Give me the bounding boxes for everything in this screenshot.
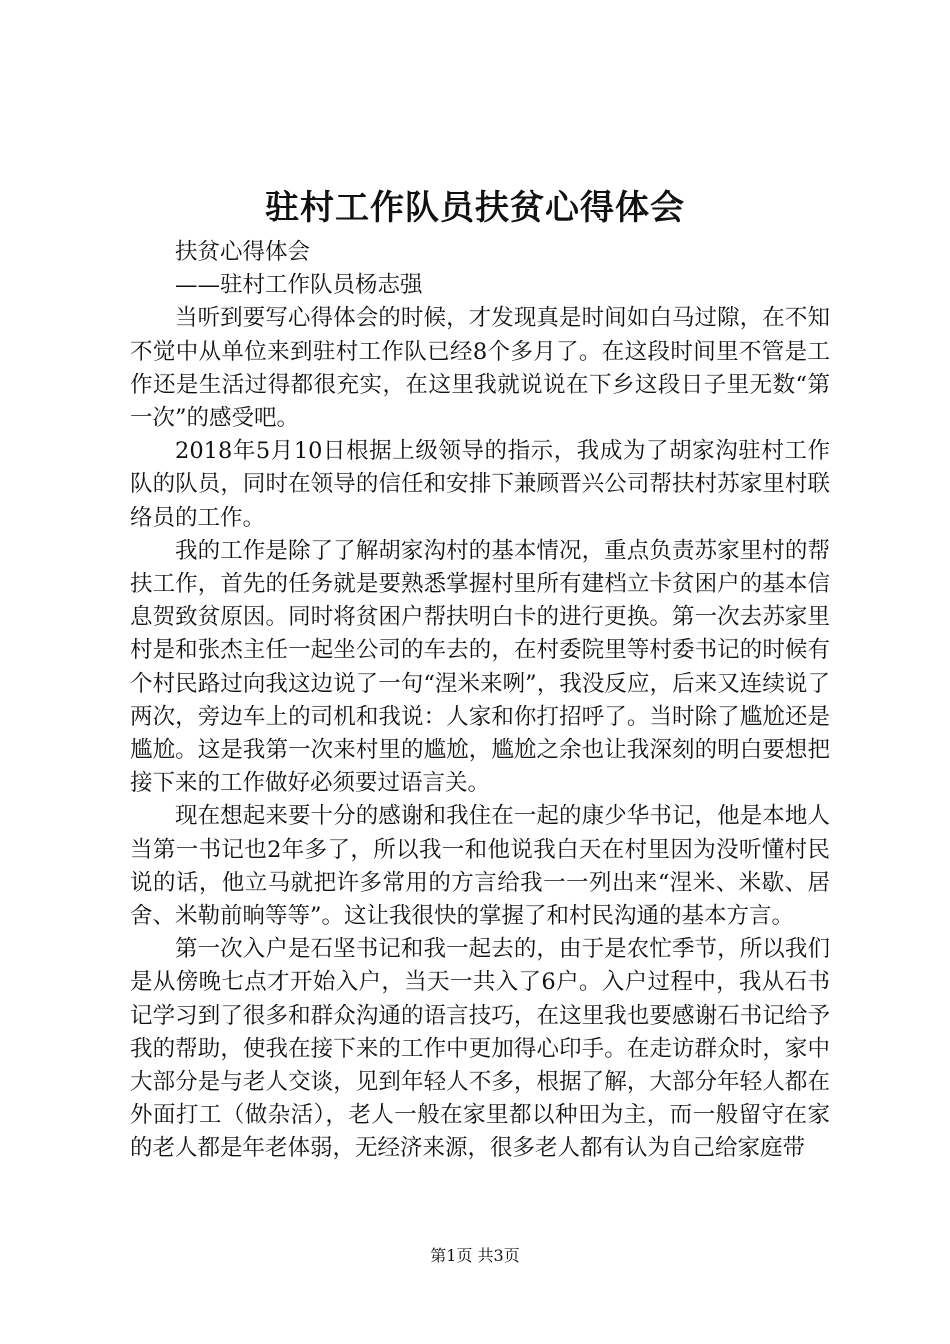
paragraph: 我的工作是除了了解胡家沟村的基本情况，重点负责苏家里村的帮扶工作，首先的任务就是要熟悉掌握村里所有建档立卡贫困户的基本信息贺致贫原因。同时将贫困户帮扶明白卡的进行更换。第一次去苏家里村是和张杰主任一起坐公司的车去的，在村委院里等村委书记的时候有个村民路过向我这边说了一句“涅米来咧”，我没反应，后来又连续说了两次，旁边车上的司机和我说：人家和你打招呼了。当时除了尴尬还是尴尬。这是我第一次来村里的尴尬，尴尬之余也让我深刻的明白要想把接下来的工作做好必须要过语言关。 — [130, 537, 830, 797]
document-body — [130, 236, 830, 1166]
paragraph: 第一次入户是石坚书记和我一起去的，由于是农忙季节，所以我们是从傍晚七点才开始入户，当天一共入了6户。入户过程中，我从石书记学习到了很多和群众沟通的语言技巧，在这里我也要感谢石书记给予我的帮助，使我在接下来的工作中更加得心印手。在走访群众时，家中大部分是与老人交谈，见到年轻人不多，根据了解，大部分年轻人都在外面打工（做杂活），老人一般在家里都以种田为主，而一般留守在家的老人都是年老体弱，无经济来源，很多老人都有认为自己给家庭带 — [130, 936, 830, 1162]
paragraph: 现在想起来要十分的感谢和我住在一起的康少华书记，他是本地人当第一书记也2年多了，所以我一和他说我白天在村里因为没听懂村民说的话，他立马就把许多常用的方言给我一一列出来“涅米、米歇、居舍、米勒前晌等等”。这让我很快的掌握了和村民沟通的基本方言。 — [130, 803, 830, 930]
paragraph: 当听到要写心得体会的时候，才发现真是时间如白马过隙，在不知不觉中从单位来到驻村工作队已经8个多月了。在这段时间里不管是工作还是生活过得都很充实，在这里我就说说在下乡这段日子里无数“第一次”的感受吧。 — [130, 305, 830, 432]
paragraph-author: ——驻村工作队员杨志强 — [175, 272, 423, 299]
paragraph-heading: 扶贫心得体会 — [175, 239, 311, 265]
document-title: 驻村工作队员扶贫心得体会 — [265, 188, 685, 228]
paragraph: 2018年5月10日根据上级领导的指示，我成为了胡家沟驻村工作队的队员，同时在领导的信任和安排下兼顾晋兴公司帮扶村苏家里村联络员的工作。 — [130, 438, 830, 531]
page-footer: 第1页 共3页 — [430, 1246, 520, 1265]
